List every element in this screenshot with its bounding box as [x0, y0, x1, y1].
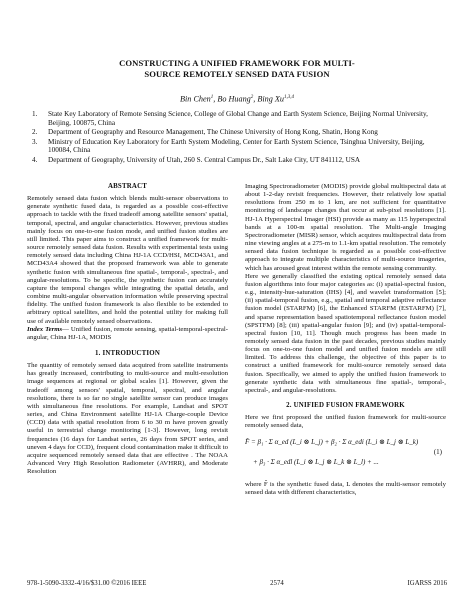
equation-number: (1) — [433, 447, 442, 456]
introduction-text: The quantity of remotely sensed data acquired from satellite instruments has greatly increased, contributing to multi-source and multi-resolution image sequences at regional or global scales [1]. However, given the tradeoff among sensors' spatial, temporal, spectral, and angular resolutions, there is so far no single satellite sensor can produce images with simultaneous fine resolutions. For example, Landsat and SPOT series, and China Environment satellite HJ-1A Charge-couple Device (CCD) data with spatial resolution from 6 to 30 m have proven greatly useful in terrestrial change monitoring [1-3]. However, long revisit frequencies (16 days for Landsat series, 26 days from SPOT series, and uneven 4 days for CCD), frequent cloud contamination make it difficult to acquire sequenced remotely sensed data that are effective . The NOAA Advanced Very High Resolution Radiometer (AVHRR), and Moderate Resolution — [27, 362, 228, 476]
author-1: Bin Chen — [180, 94, 211, 104]
index-terms — [27, 326, 228, 342]
index-terms-text: — Unified fusion, remote sensing, spatial-temporal-spectral-angular, China HJ-1A, MODIS — [27, 325, 228, 341]
affiliation-number: 2. — [32, 128, 38, 137]
index-terms-label: Index Terms — [27, 325, 63, 333]
affiliation-text: Department of Geography and Resource Management, The Chinese University of Hong Kong, Shatin, Hong Kong — [48, 128, 378, 137]
affiliation-item — [28, 110, 448, 127]
affiliation-number: 4. — [32, 155, 38, 164]
title-line-2: SOURCE REMOTELY SENSED DATA FUSION — [144, 68, 330, 79]
page-number: 2574 — [270, 580, 284, 587]
affiliation-text: Department of Geography, University of Utah, 260 S. Central Campus Dr., Salt Lake City, UT 841112, USA — [48, 155, 361, 164]
author-2-affil: 2 — [250, 95, 254, 100]
affiliation-text: State Key Laboratory of Remote Sensing Science, College of Global Change and Earth System Science, Beijing Normal University, Beijing, 100875, China — [48, 110, 428, 127]
affiliation-text: Ministry of Education Key Laboratory for Earth System Modeling, Center for Earth System Science, Tsinghua University, Beijing, 100084, China — [48, 137, 425, 155]
abstract-text: Remotely sensed data fusion which blends multi-sensor observations to generate synthetic fused data, is regarded as a possible cost-effective approach to tackle with the fixed tradeoff among satellite sensors' spatial, temporal, spectral, and angular characteristics. However, previous studies mainly focus on one-to-one fusion mode, and unified fusion studies are still limited. This paper aims to construct a unified framework for multi-source remotely sensed data fusion. Results with experimental tests using remotely sensed data including China HJ-1A CCD/HSI, MCD43A1, and MCD43A4 showed that the proposed framework was able to generate synthetic fusion with simultaneous fine spatial-, temporal-, spectral-, and angular-resolutions. To be specific, the synthetic fusion can accurately capture the temporal changes while integrating the spatial details, and combine multi-angular observation information while preserving spectral fidelity. The unified fusion framework is also flexible to be extended to arbitrary optical satellites, and hold the potential utility for making full use of available remotely sensed observations. — [27, 195, 228, 325]
author-3: , Bing Xu — [253, 94, 284, 104]
title-line-1: CONSTRUCTING A UNIFIED FRAMEWORK FOR MULTI- — [119, 58, 355, 68]
author-3-affil: 1,3,4 — [283, 95, 294, 100]
footer-conference: IGARSS 2016 — [407, 580, 447, 587]
framework-intro-text: Here we first proposed the unified fusion framework for multi-source remotely sensed data, — [245, 414, 446, 430]
page-footer — [27, 580, 447, 587]
equation-1 — [245, 434, 446, 478]
equation-line-2: + β₃ · Σ α_edl (L_i ⊗ L_j ⊗ L_k ⊗ L_l) + ... — [253, 457, 379, 466]
affiliation-item — [28, 128, 448, 137]
left-column — [27, 183, 228, 476]
abstract-heading: ABSTRACT — [107, 183, 148, 190]
paper-title — [60, 58, 414, 79]
intro-continued-text: Imaging Spectroradiometer (MODIS) provide global multispectral data at about 1-2-day revisit frequencies. However, their relatively low spatial resolutions from 250 m to 1 km, are not sufficient for quantitative monitoring of landscape changes that occur at sub-pixel resolutions [1]. HJ-1A Hyperspectral Imager (HSI) provide as many as 115 hyperspectral bands at a 100-m spatial resolution. The Multi-angle Imaging Spectroradiometer (MISR) sensor, which acquires multispectral data from nine viewing angles at a 275-m to 1.1-km spatial resolution. The remotely sensed data fusion technique is regarded as a possible cost-effective approach to integrate multiple characteristics of multi-source imageries, which has aroused great interest within the remote sensing community. — [245, 183, 446, 272]
affiliation-number: 3. — [32, 137, 38, 146]
footer-isbn: 978-1-5090-3332-4/16/$31.00 ©2016 IEEE — [27, 580, 147, 587]
affiliation-item — [28, 156, 448, 165]
author-2: , Bo Huang — [213, 94, 251, 104]
fusion-categories-text: Here we generally classified the existing optical remotely sensed data fusion algorithms into four major categories as: (i) spatial-spectral fusion, e.g., intensity-hue-saturation (IHS) [4], and wavelet transformation [5]; (ii) spatial-temporal fusion, e.g., spatial and temporal adaptive reflectance fusion model (STARFM) [6], the Enhanced STARFM (ESTARFM) [7], and sparse representation based spatiotemporal reflectance fusion model (SPSTFM) [8]; (iii) spatial-angular fusion [9]; and (iv) spatial-temporal-spectral fusion [10, 11]. Though much progress has been made in remotely sensed data fusion in the past decades, previous studies mainly focus on one-to-one fusion model and unified fusion models are still limited. To address this challenge, the objective of this paper is to construct a unified framework for multi-source remotely sensed data fusion. Specifically, we aimed to apply the unified fusion framework to generate synthetic data with simultaneous fine spatial-, temporal-, spectral-, and angular-resolutions. — [245, 272, 446, 394]
affiliation-number: 1. — [32, 110, 38, 118]
equation-line-1: F̂ = β₁ · Σ α_ed (L_i ⊗ L_j) + β₂ · Σ α_edi (L_i ⊗ L_j ⊗ L_k) — [245, 437, 419, 446]
affiliation-item — [28, 138, 448, 155]
introduction-heading: 1. INTRODUCTION — [94, 349, 161, 357]
author-1-affil: 1 — [210, 95, 214, 100]
framework-after-text: where F̂ is the synthetic fused data, L denotes the multi-sensor remotely sensed data with different characteristics, — [245, 480, 446, 496]
right-column — [245, 183, 446, 497]
author-list — [60, 93, 414, 105]
affiliation-list — [28, 110, 448, 166]
framework-heading: 2. UNIFIED FUSION FRAMEWORK — [286, 402, 405, 410]
